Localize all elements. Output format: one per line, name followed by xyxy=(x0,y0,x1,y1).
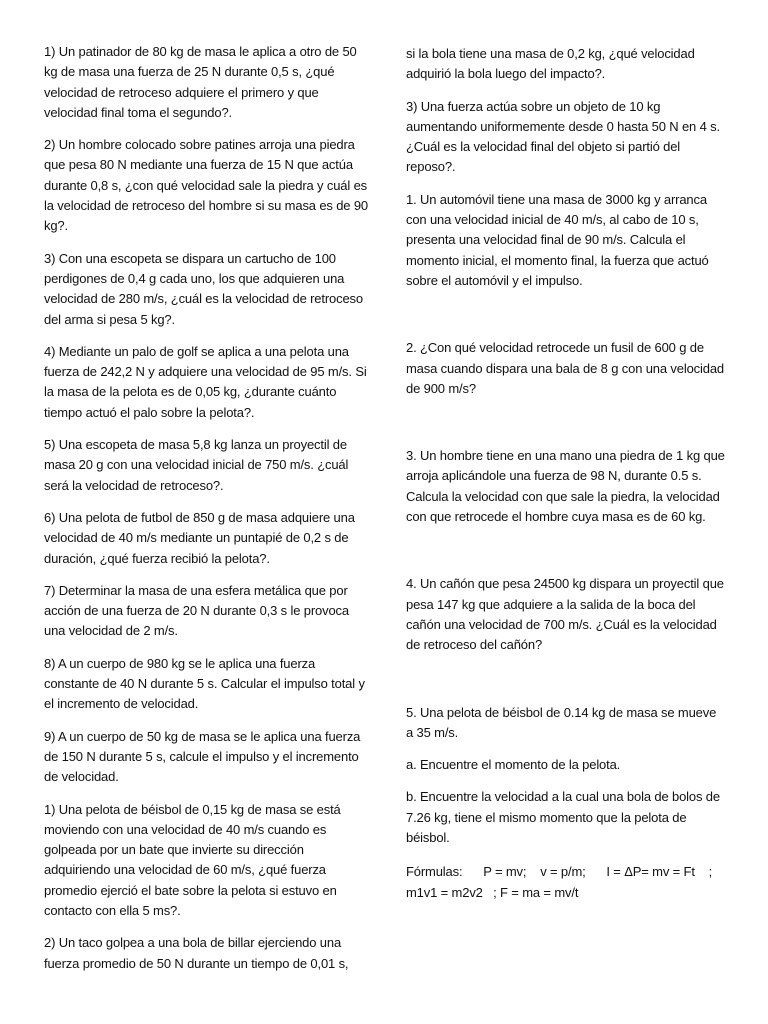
problem-5-escopeta-proyectil: 5) Una escopeta de masa 5,8 kg lanza un proyectil de masa 20 g con una velocidad inicial de 750 m/s. ¿cuál será la velocidad de retroceso?. xyxy=(44,437,349,493)
problem-4-canon: 4. Un cañón que pesa 24500 kg dispara un proyectil que pesa 147 kg que adquiere a la salida de la boca del cañón una velocidad de 700 m/s. ¿Cuál es la velocidad de retroceso del cañón? xyxy=(406,576,724,653)
right-column xyxy=(406,44,726,903)
problem-8-cuerpo-980kg: 8) A un cuerpo de 980 kg se le aplica una fuerza constante de 40 N durante 5 s. Calcular el impulso total y el incremento de velocidad. xyxy=(44,655,365,712)
problem-3-escopeta-perdigones: 3) Con una escopeta se dispara un cartucho de 100 perdigones de 0,4 g cada uno, los que adquieren una velocidad de 280 m/s, ¿cuál es la velocidad de retroceso del arma si pesa 5 kg?. xyxy=(44,250,363,327)
problem-9-cuerpo-50kg: 9) A un cuerpo de 50 kg de masa se le aplica una fuerza de 150 N durante 5 s, calcule el impulso y el incremento de velocidad. xyxy=(44,728,361,785)
problem-3-fuerza-uniforme: 3) Una fuerza actúa sobre un objeto de 10 kg aumentando uniformemente desde 0 hasta 50 N en 4 s. ¿Cuál es la velocidad final del objeto si partió del reposo?. xyxy=(406,98,720,175)
problem-7-esfera-metalica: 7) Determinar la masa de una esfera metálica que por acción de una fuerza de 20 N durante 0,3 s le provoca una velocidad de 2 m/s. xyxy=(44,582,349,639)
problem-1-patinador: 1) Un patinador de 80 kg de masa le aplica a otro de 50 kg de masa una fuerza de 25 N durante 0,5 s, ¿qué velocidad de retroceso adquiere el primero y que velocidad final toma el segundo?. xyxy=(44,44,357,120)
problem-4-palo-golf: 4) Mediante un palo de golf se aplica a una pelota una fuerza de 242,2 N y adquiere una velocidad de 95 m/s. Si la masa de la pelota es de 0,05 kg, ¿durante cuánto tiempo actuó el palo sobre la pelota?. xyxy=(44,343,367,420)
problem-5-pelota-beisbol: 5. Una pelota de béisbol de 0.14 kg de masa se mueve a 35 m/s. xyxy=(406,704,717,740)
problem-6-pelota-futbol: 6) Una pelota de futbol de 850 g de masa adquiere una velocidad de 40 m/s mediante un puntapié de 0,2 s de duración, ¿qué fuerza recibió la pelota?. xyxy=(44,509,355,566)
formulas-line-1: Fórmulas: P = mv; v = p/m; I = ΔP= mv = Ft ; xyxy=(406,864,713,880)
problem-2-taco-billar: 2) Un taco golpea a una bola de billar ejerciendo una fuerza promedio de 50 N durante un tiempo de 0,01 s, xyxy=(44,935,349,971)
problem-1-automovil: 1. Un automóvil tiene una masa de 3000 kg y arranca con una velocidad inicial de 40 m/s, al cabo de 10 s, presenta una velocidad final de 90 m/s. Calcula el momento inicial, el momento final, la fuerza que actuó sobre el automóvil y el impulso. xyxy=(406,191,709,288)
problem-1-pelota-beisbol-bate: 1) Una pelota de béisbol de 0,15 kg de masa se está moviendo con una velocidad de 40 m/s cuando es golpeada por un bate que invierte su dirección adquiriendo una velocidad de 60 m/s, ¿qué fuerza promedio ejerció el bate sobre la pelota si estuvo en contacto con ella 5 ms?. xyxy=(44,801,341,918)
problem-3-hombre-piedra: 3. Un hombre tiene en una mano una piedra de 1 kg que arroja aplicándole una fuerza de 98 N, durante 0.5 s. Calcula la velocidad con que sale la piedra, la velocidad con que retrocede el hombre cuya masa es de 60 kg. xyxy=(406,448,725,525)
problem-2-continuation: si la bola tiene una masa de 0,2 kg, ¿qué velocidad adquirió la bola luego del impacto?. xyxy=(406,46,695,82)
problem-2-hombre-patines: 2) Un hombre colocado sobre patines arroja una piedra que pesa 80 N mediante una fuerza de 15 N que actúa durante 0,8 s, ¿con qué velocidad sale la piedra y cuál es la velocidad de retroceso del hombre si su masa es de 90 kg?. xyxy=(44,137,369,234)
left-column xyxy=(44,42,372,974)
problem-2-fusil: 2. ¿Con qué velocidad retrocede un fusil de 600 g de masa cuando dispara una bala de 8 g con una velocidad de 900 m/s? xyxy=(406,340,725,396)
problem-5b: b. Encuentre la velocidad a la cual una bola de bolos de 7.26 kg, tiene el mismo momento que la pelota de béisbol. xyxy=(406,789,720,846)
problem-5a: a. Encuentre el momento de la pelota. xyxy=(406,757,621,773)
formulas-line-2: m1v1 = m2v2 ; F = ma = mv/t xyxy=(406,884,579,900)
